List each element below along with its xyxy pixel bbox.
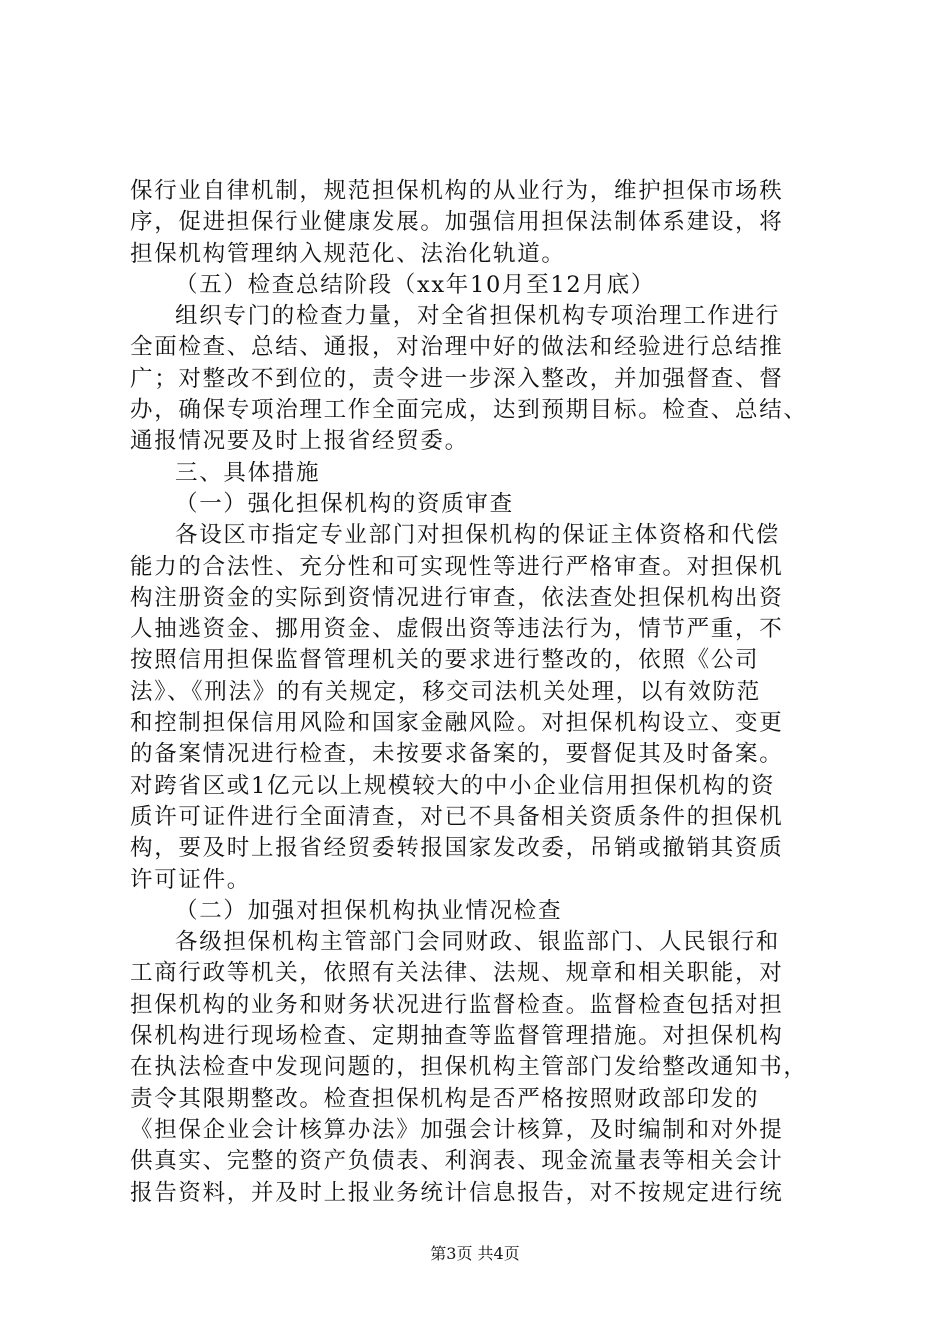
text-line: 质许可证件进行全面清查，对已不具备相关资质条件的担保机 xyxy=(130,803,784,830)
text-line: 保行业自律机制，规范担保机构的从业行为，维护担保市场秩 xyxy=(130,178,784,204)
section-heading: 三、具体措施 xyxy=(175,459,321,486)
text-line: 通报情况要及时上报省经贸委。 xyxy=(130,428,469,455)
text-line: 《担保企业会计核算办法》加强会计核算，及时编制和对外提 xyxy=(130,1116,784,1143)
text-line: 构注册资金的实际到资情况进行审查，依法查处担保机构出资 xyxy=(130,584,784,611)
text-line: 构，要及时上报省经贸委转报国家发改委，吊销或撤销其资质 xyxy=(130,835,784,862)
text-line: 在执法检查中发现问题的，担保机构主管部门发给整改通知书， xyxy=(130,1054,808,1081)
section-subheading: （二）加强对担保机构执业情况检查 xyxy=(175,897,563,924)
text-line: 担保机构的业务和财务状况进行监督检查。监督检查包括对担 xyxy=(130,991,784,1018)
text-line: 保机构进行现场检查、定期抽查等监督管理措施。对担保机构 xyxy=(130,1023,784,1050)
text-line: 报告资料，并及时上报业务统计信息报告，对不按规定进行统 xyxy=(130,1179,784,1206)
text-line: 责令其限期整改。检查担保机构是否严格按照财政部印发的 xyxy=(130,1085,760,1112)
text-line: 和控制担保信用风险和国家金融风险。对担保机构设立、变更 xyxy=(130,710,784,737)
text-line: 的备案情况进行检查，未按要求备案的，要督促其及时备案。 xyxy=(130,741,784,768)
text-line: 组织专门的检查力量，对全省担保机构专项治理工作进行 xyxy=(175,303,781,330)
text-line: 人抽逃资金、挪用资金、虚假出资等违法行为，情节严重，不 xyxy=(130,616,784,643)
text-line: 供真实、完整的资产负债表、利润表、现金流量表等相关会计 xyxy=(130,1148,784,1175)
text-line: 按照信用担保监督管理机关的要求进行整改的，依照《公司 xyxy=(130,647,760,674)
section-subheading: （一）强化担保机构的资质审查 xyxy=(175,490,514,517)
text-line: 法》、《刑法》的有关规定，移交司法机关处理，以有效防范 xyxy=(130,678,761,705)
text-line: 各设区市指定专业部门对担保机构的保证主体资格和代偿 xyxy=(175,522,781,549)
text-line: 对跨省区或1亿元以上规模较大的中小企业信用担保机构的资 xyxy=(130,772,776,799)
page-number: 第3页 共4页 xyxy=(430,1244,520,1263)
text-line: 担保机构管理纳入规范化、法治化轨道。 xyxy=(130,240,566,267)
text-line: 工商行政等机关，依照有关法律、法规、规章和相关职能，对 xyxy=(130,960,784,987)
text-line: 各级担保机构主管部门会同财政、银监部门、人民银行和 xyxy=(175,929,781,956)
text-line: 办，确保专项治理工作全面完成，达到预期目标。检查、总结、 xyxy=(130,397,808,424)
document-body xyxy=(130,176,830,1209)
section-subheading: （五）检查总结阶段（xx年10月至12月底） xyxy=(175,271,656,298)
text-line: 全面检查、总结、通报，对治理中好的做法和经验进行总结推 xyxy=(130,334,784,361)
text-line: 许可证件。 xyxy=(130,866,252,893)
page-footer xyxy=(0,1244,950,1264)
text-line: 广；对整改不到位的，责令进一步深入整改，并加强督查、督 xyxy=(130,365,784,392)
text-line: 能力的合法性、充分性和可实现性等进行严格审查。对担保机 xyxy=(130,553,784,580)
text-line: 序，促进担保行业健康发展。加强信用担保法制体系建设，将 xyxy=(130,209,784,236)
